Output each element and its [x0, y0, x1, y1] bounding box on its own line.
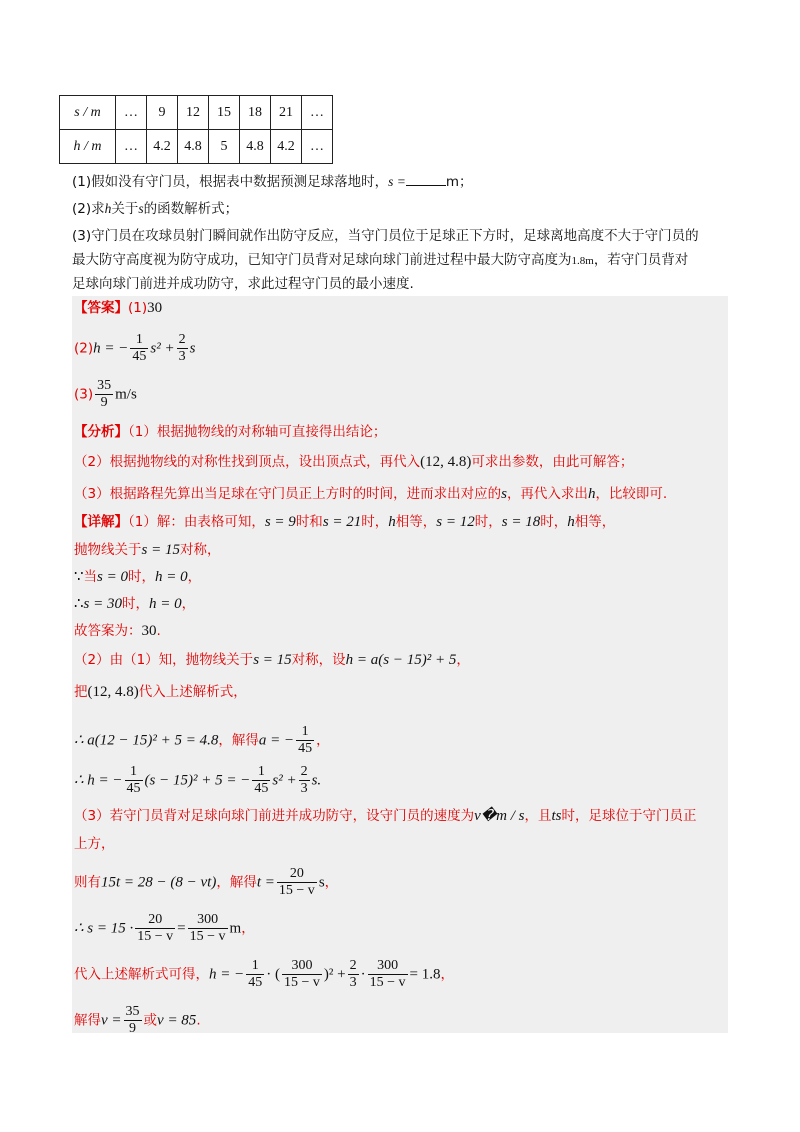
- analysis-text: ，再代入求出: [506, 486, 588, 502]
- math-expr: s² +: [272, 772, 297, 789]
- fraction: [252, 764, 270, 797]
- table-cell: 15: [209, 96, 240, 130]
- fraction-numerator: 35: [97, 378, 112, 393]
- detail-15: [74, 1004, 201, 1037]
- fraction-numerator: 1: [296, 724, 314, 741]
- question-1: [72, 173, 473, 191]
- math-expr: h: [388, 514, 396, 530]
- table-cell: 12: [178, 96, 209, 130]
- math-expr: s.: [311, 772, 322, 789]
- answer-2-mid: s² +: [150, 340, 175, 357]
- math-expr: v�m / s: [474, 808, 525, 824]
- detail-9: [74, 764, 321, 797]
- detail-text: ，: [440, 966, 454, 983]
- answer-1-value: 30: [147, 300, 163, 316]
- detail-text: 代入上述解析式，: [138, 684, 247, 700]
- detail-text: 相等，: [395, 514, 437, 530]
- math-expr: =: [177, 920, 186, 937]
- math-expr: h: [567, 514, 575, 530]
- question-2-mid: 关于: [111, 201, 139, 217]
- question-3-text-b: ，若守门员背对: [593, 252, 689, 268]
- fraction: [282, 958, 322, 991]
- detail-text: 抛物线关于: [74, 542, 142, 558]
- detail-text: 时，足球位于守门员正: [561, 808, 697, 824]
- fraction-denominator: 45: [298, 741, 313, 756]
- table-header-s: s / m: [60, 96, 116, 130]
- fraction-numerator: 2: [178, 332, 186, 347]
- table-cell: …: [116, 130, 147, 164]
- math-expr: h = 0: [155, 569, 188, 585]
- math-expr: m: [229, 920, 242, 937]
- fraction-denominator: 3: [300, 781, 308, 796]
- question-3-line-2: [72, 251, 688, 270]
- detail-text: ，: [187, 569, 202, 585]
- table-row-s: [60, 96, 333, 130]
- math-expr: h = −: [209, 966, 245, 983]
- detail-text: ，: [316, 732, 330, 749]
- table-cell: 4.2: [147, 130, 178, 164]
- question-2: [72, 200, 238, 218]
- question-1-var: s =: [388, 174, 406, 189]
- fraction: [188, 912, 228, 945]
- math-expr: ∴ s = 15 ·: [74, 920, 134, 937]
- detail-text: （3）若守门员背对足球向球门前进并成功防守，设守门员的速度为: [74, 808, 475, 824]
- fraction-numerator: 35: [125, 1004, 140, 1019]
- table-cell: 5: [209, 130, 240, 164]
- detail-4: [74, 594, 195, 614]
- fraction: [125, 764, 143, 797]
- detail-text: ，: [241, 920, 255, 937]
- detail-5: [74, 621, 161, 641]
- fraction-numerator: 300: [368, 958, 408, 975]
- fraction: [95, 378, 113, 411]
- detail-text: 解得: [74, 1012, 101, 1029]
- analysis-tag: 【分析】: [74, 424, 128, 440]
- math-expr: s = 30: [83, 596, 123, 612]
- detail-7: [74, 682, 247, 702]
- math-expr: s = 18: [501, 514, 541, 530]
- analysis-point: (12, 4.8): [420, 454, 472, 470]
- fraction: [368, 958, 408, 991]
- table-header-h: h / m: [60, 130, 116, 164]
- math-expr: = 1.8: [409, 966, 441, 983]
- answer-2-end: s: [189, 340, 196, 357]
- fraction-denominator: 45: [254, 781, 269, 796]
- detail-text: 时，: [540, 514, 568, 530]
- detail-text: 代入上述解析式可得，: [74, 966, 209, 983]
- analysis-text: （2）根据抛物线的对称性找到顶点，设出顶点式，再代入: [74, 454, 421, 470]
- fraction-numerator: 1: [125, 764, 143, 781]
- detail-tag: 【详解】: [74, 514, 128, 530]
- detail-text: 则有: [74, 874, 101, 891]
- table-cell: …: [302, 96, 333, 130]
- question-3-line-3: 足球向球门前进并成功防守，求此过程守门员的最小速度.: [72, 276, 414, 292]
- math-expr: a = −: [258, 732, 295, 749]
- data-table: [59, 95, 333, 164]
- math-expr: s = 21: [322, 514, 362, 530]
- fraction: [296, 724, 314, 757]
- table-cell: 4.8: [178, 130, 209, 164]
- analysis-text: （1）根据抛物线的对称轴可直接得出结论；: [128, 424, 387, 440]
- detail-text: ，解得: [218, 732, 259, 749]
- fraction-denominator: 15 − v: [278, 883, 315, 898]
- fraction-numerator: 1: [252, 764, 270, 781]
- detail-text: 时，: [128, 569, 156, 585]
- answer-1-prefix: (1): [128, 300, 148, 316]
- answer-3: [74, 378, 137, 411]
- table-row-h: [60, 130, 333, 164]
- table-cell: 18: [240, 96, 271, 130]
- fraction-denominator: 15 − v: [284, 975, 320, 990]
- answer-tag: 【答案】: [74, 300, 128, 316]
- fraction-numerator: 2: [349, 958, 357, 973]
- math-expr: s = 12: [436, 514, 475, 530]
- table-cell: 21: [271, 96, 302, 130]
- question-3-height: 1.8m: [571, 255, 594, 267]
- detail-text: 时和: [295, 514, 323, 530]
- fraction-denominator: 15 − v: [137, 929, 174, 944]
- math-expr: 15t = 28 − (8 − vt): [101, 874, 217, 891]
- fraction-denominator: 15 − v: [189, 929, 226, 944]
- detail-8: [74, 724, 330, 757]
- analysis-var-s: s: [501, 486, 507, 502]
- fraction: [124, 1004, 142, 1037]
- math-expr: v =: [101, 1012, 122, 1029]
- detail-text: （2）由（1）知，抛物线关于: [74, 652, 254, 668]
- table-cell: 4.2: [271, 130, 302, 164]
- question-2-text: (2)求: [72, 201, 105, 217]
- detail-text: .: [156, 623, 161, 639]
- answer-2: [74, 332, 195, 365]
- math-expr: s = 9: [264, 514, 296, 530]
- analysis-text: ，比较即可.: [595, 486, 668, 502]
- math-expr: (s − 15)² + 5 = −: [144, 772, 251, 789]
- table-cell: …: [116, 96, 147, 130]
- fraction-denominator: 3: [178, 349, 186, 364]
- fraction-denominator: 15 − v: [369, 975, 406, 990]
- question-3-line-1: (3)守门员在攻球员射门瞬间就作出防守反应，当守门员位于足球正下方时，足球离地高度不大于守门员的: [72, 228, 699, 244]
- detail-text: ，: [456, 652, 470, 668]
- fraction-numerator: 1: [130, 332, 148, 349]
- math-expr: h = a(s − 15)² + 5: [345, 652, 457, 668]
- analysis-text: 可求出参数，由此可解答；: [471, 454, 634, 470]
- answer-2-prefix: (2): [74, 340, 94, 357]
- detail-text: ，且: [524, 808, 552, 824]
- detail-13: [74, 912, 255, 945]
- detail-12: [74, 866, 338, 899]
- table-cell: 4.8: [240, 130, 271, 164]
- math-expr: t =: [256, 874, 275, 891]
- detail-text: .: [196, 1012, 201, 1029]
- analysis-var-h: h: [587, 486, 596, 502]
- detail-text: 时，: [122, 596, 150, 612]
- question-3-text: 最大防守高度视为防守成功，已知守门员背对足球向球门前进过程中最大防守高度为: [72, 252, 572, 268]
- analysis-2: [74, 452, 633, 472]
- detail-14: [74, 958, 454, 991]
- answer-1: [74, 298, 162, 318]
- detail-text: 当: [83, 569, 98, 585]
- detail-3: [74, 567, 201, 587]
- math-expr: 30: [141, 623, 157, 639]
- answer-2-lhs: h = −: [93, 340, 129, 357]
- fraction-numerator: 300: [282, 958, 322, 975]
- because-symbol: ∵: [74, 569, 84, 585]
- table-cell: …: [302, 130, 333, 164]
- fraction-numerator: 20: [277, 866, 317, 883]
- math-expr: ∴ a(12 − 15)² + 5 = 4.8: [74, 732, 219, 749]
- math-expr: ts: [551, 808, 562, 824]
- math-expr: s = 15: [253, 652, 292, 668]
- math-expr: ∴ h = −: [74, 772, 123, 789]
- fraction-denominator: 45: [132, 349, 147, 364]
- fraction: [135, 912, 175, 945]
- detail-text: 对称，设: [291, 652, 346, 668]
- math-expr: h = 0: [149, 596, 182, 612]
- math-expr: (12, 4.8): [87, 684, 139, 700]
- fraction-denominator: 45: [248, 975, 263, 990]
- detail-text: ，: [324, 874, 339, 891]
- fraction: [277, 866, 317, 899]
- fraction-denominator: 9: [100, 395, 108, 410]
- detail-6: [74, 650, 470, 670]
- detail-text: 时，: [474, 514, 502, 530]
- fraction-numerator: 1: [246, 958, 264, 975]
- math-expr: v = 85: [157, 1012, 197, 1029]
- fraction: [299, 764, 310, 797]
- answer-3-prefix: (3): [74, 386, 94, 403]
- math-expr: s = 0: [97, 569, 129, 585]
- math-expr: s = 15: [141, 542, 180, 558]
- fraction: [130, 332, 148, 365]
- detail-10: [74, 806, 697, 826]
- math-expr: )² +: [323, 966, 346, 983]
- answer-3-unit: m/s: [115, 386, 137, 403]
- detail-1: [74, 512, 615, 532]
- fraction-numerator: 20: [135, 912, 175, 929]
- analysis-1: [74, 422, 386, 442]
- table-cell: 9: [147, 96, 178, 130]
- question-1-unit: m；: [445, 174, 473, 190]
- fraction: [177, 332, 188, 365]
- detail-text: 故答案为：: [74, 623, 142, 639]
- question-2-suffix: 的函数解析式；: [143, 201, 239, 217]
- question-1-text: (1)假如没有守门员，根据表中数据预测足球落地时，: [72, 174, 389, 190]
- therefore-symbol: ∴: [74, 596, 84, 612]
- detail-11: 上方，: [74, 836, 115, 852]
- question-2-s: s: [138, 201, 144, 216]
- question-2-h: h: [104, 201, 112, 216]
- detail-text: ，: [181, 596, 196, 612]
- detail-text: 或: [143, 1012, 158, 1029]
- answer-blank: [406, 173, 446, 186]
- detail-text: 相等，: [574, 514, 616, 530]
- fraction-denominator: 3: [349, 975, 357, 990]
- analysis-3: [74, 484, 667, 504]
- detail-2: [74, 540, 220, 560]
- math-expr: ·: [360, 966, 366, 983]
- fraction-numerator: 300: [188, 912, 228, 929]
- detail-text: ，解得: [216, 874, 257, 891]
- fraction-denominator: 45: [126, 781, 141, 796]
- detail-text: 时，: [361, 514, 389, 530]
- detail-text: （1）解：由表格可知，: [128, 514, 265, 530]
- fraction: [348, 958, 359, 991]
- math-expr: · (: [266, 966, 280, 983]
- detail-text: 把: [74, 684, 88, 700]
- analysis-text: （3）根据路程先算出当足球在守门员正上方时的时间，进而求出对应的: [74, 486, 502, 502]
- detail-text: 对称，: [179, 542, 221, 558]
- fraction-denominator: 9: [129, 1021, 137, 1036]
- math-expr: s: [318, 874, 325, 891]
- fraction: [246, 958, 264, 991]
- fraction-numerator: 2: [300, 764, 308, 779]
